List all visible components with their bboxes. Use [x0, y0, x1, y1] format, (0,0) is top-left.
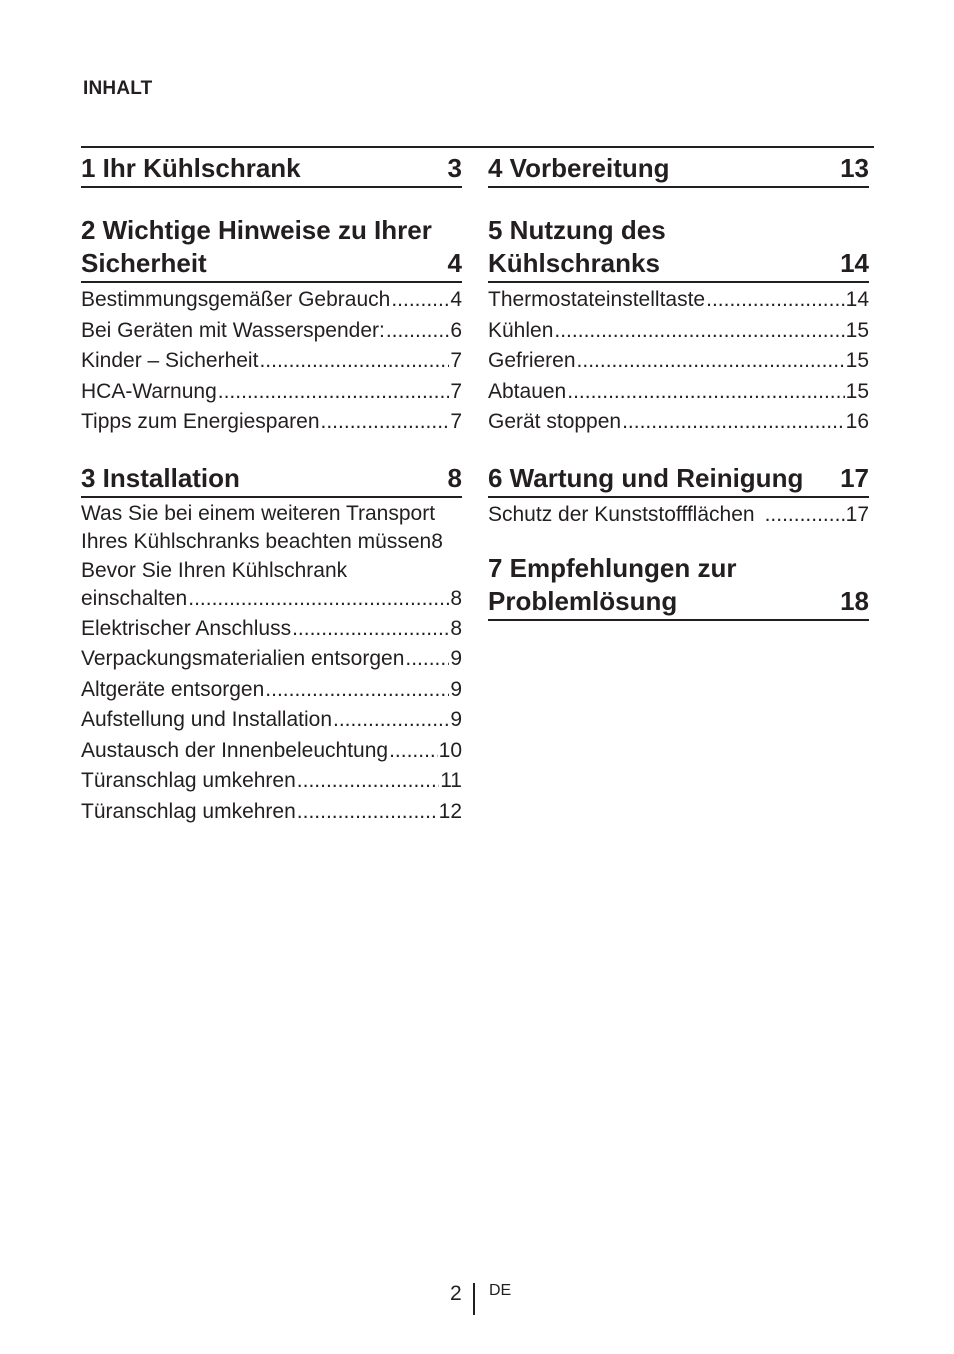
toc-entry[interactable]	[488, 346, 869, 377]
entry-label: Altgeräte entsorgen	[81, 677, 265, 701]
toc-entry[interactable]	[81, 766, 462, 797]
toc-entry[interactable]	[81, 736, 462, 767]
leader-dots	[188, 585, 449, 614]
entry-page: 8	[431, 530, 443, 553]
leader-dots	[554, 316, 844, 347]
entry-page: 17	[845, 502, 869, 526]
toc-section-heading[interactable]	[488, 462, 869, 498]
toc-section-heading[interactable]	[488, 152, 869, 188]
toc-section-heading[interactable]	[488, 552, 869, 621]
toc-entry[interactable]	[81, 316, 462, 347]
entry-label: Thermostateinstelltaste	[488, 288, 706, 311]
entry-page: 9	[450, 708, 462, 731]
toc-entry[interactable]	[81, 614, 462, 645]
toc-right-column	[488, 146, 869, 621]
entry-page: 7	[450, 349, 462, 372]
entry-label: Bei Geräten mit Wasserspender:	[81, 318, 385, 342]
toc-entry[interactable]	[488, 377, 869, 408]
entry-label: HCA-Warnung	[81, 379, 217, 403]
leader-dots	[622, 407, 845, 438]
leader-dots	[765, 500, 845, 531]
toc-entry[interactable]	[488, 316, 869, 347]
toc-entry[interactable]	[81, 346, 462, 377]
toc-entry[interactable]	[81, 705, 462, 736]
entry-page: 9	[450, 647, 462, 670]
entry-label: Bestimmungsgemäßer Gebrauch	[81, 288, 391, 311]
section-title: 7 Empfehlungen zur Problemlösung	[488, 553, 737, 616]
toc-entry[interactable]	[488, 407, 869, 438]
entry-page: 9	[450, 677, 462, 701]
entry-page: 4	[450, 288, 462, 311]
section-page: 17	[840, 462, 869, 493]
leader-dots	[567, 377, 844, 408]
section-page: 13	[840, 153, 869, 183]
toc-section-4	[488, 152, 869, 188]
entry-page: 11	[440, 769, 462, 792]
toc-entry[interactable]	[81, 675, 462, 706]
toc-section-5	[488, 214, 869, 438]
section-title: 5 Nutzung des Kühlschranks	[488, 215, 666, 278]
leader-dots	[386, 316, 449, 347]
toc-section-7	[488, 552, 869, 621]
toc-left-column	[81, 146, 462, 827]
entry-label: Gerät stoppen	[488, 410, 622, 433]
entry-label: Tipps zum Energiesparen	[81, 410, 320, 433]
leader-dots	[292, 614, 449, 645]
toc-entry[interactable]	[81, 407, 462, 438]
entry-label: Austausch der Innenbeleuchtung	[81, 738, 389, 762]
entry-page: 12	[438, 799, 462, 823]
toc-entry[interactable]	[81, 285, 462, 316]
entry-label-line1: Was Sie bei einem weiteren Transport	[81, 501, 436, 525]
section-page: 18	[840, 586, 869, 616]
entry-label: einschalten	[81, 587, 188, 610]
section-title: 3 Installation	[81, 462, 240, 493]
toc-entry[interactable]	[81, 377, 462, 408]
toc-entry[interactable]	[81, 500, 462, 557]
entry-label: Türanschlag umkehren	[81, 769, 296, 792]
entry-page: 6	[450, 318, 462, 342]
toc-section-heading[interactable]	[81, 214, 462, 283]
leader-dots	[706, 285, 845, 316]
entry-page: 14	[845, 288, 869, 311]
entry-label: Abtauen	[488, 379, 567, 403]
toc-entry[interactable]	[488, 500, 869, 531]
toc-section-6	[488, 462, 869, 531]
entry-label: Türanschlag umkehren	[81, 799, 296, 823]
toc-entry[interactable]	[81, 557, 462, 614]
entry-label: Schutz der Kunststoffflächen	[488, 502, 755, 526]
leader-dots	[259, 346, 449, 377]
entry-label: Ihres Kühlschranks beachten müssen	[81, 530, 432, 553]
leader-dots	[389, 736, 438, 767]
toc-entry[interactable]	[488, 285, 869, 316]
toc-section-3	[81, 462, 462, 828]
leader-dots	[577, 346, 845, 377]
section-page: 4	[447, 248, 462, 278]
entry-label: Kühlen	[488, 318, 554, 342]
section-title: 4 Vorbereitung	[488, 153, 670, 183]
section-title: 2 Wichtige Hinweise zu Ihrer Sicherheit	[81, 215, 432, 278]
entry-label-line1: Bevor Sie Ihren Kühlschrank	[81, 558, 348, 582]
section-page: 14	[840, 248, 869, 278]
footer-divider	[473, 1283, 475, 1315]
leader-dots	[405, 644, 449, 675]
toc-section-heading[interactable]	[81, 152, 462, 188]
leader-dots	[297, 797, 438, 828]
leader-dots	[321, 407, 450, 438]
entry-label: Gefrieren	[488, 349, 576, 372]
entry-page: 16	[845, 410, 869, 433]
leader-dots	[297, 766, 439, 797]
entry-page: 8	[450, 587, 462, 610]
entry-page: 7	[450, 379, 462, 403]
page-number: 2	[450, 1282, 462, 1305]
toc-entry[interactable]	[81, 797, 462, 828]
entry-page: 7	[450, 410, 462, 433]
section-page: 3	[447, 153, 462, 183]
language-code: DE	[489, 1282, 512, 1299]
leader-dots	[333, 705, 449, 736]
entry-label: Elektrischer Anschluss	[81, 616, 292, 640]
toc-section-1	[81, 152, 462, 188]
leader-dots	[265, 675, 449, 706]
section-page: 8	[447, 462, 462, 493]
entry-page: 15	[845, 349, 869, 372]
section-title: 6 Wartung und Reinigung	[488, 462, 804, 493]
entry-label: Verpackungsmaterialien entsorgen	[81, 647, 405, 670]
toc-section-heading[interactable]	[81, 462, 462, 498]
entry-label: Kinder – Sicherheit	[81, 349, 259, 372]
entry-label: Aufstellung und Installation	[81, 708, 333, 731]
page-title: INHALT	[83, 78, 153, 99]
entry-page: 8	[450, 616, 462, 640]
entry-page: 15	[845, 379, 869, 403]
leader-dots	[391, 285, 449, 316]
entry-page: 15	[845, 318, 869, 342]
entry-page: 10	[438, 738, 462, 762]
section-title: 1 Ihr Kühlschrank	[81, 153, 301, 183]
toc-entry[interactable]	[81, 644, 462, 675]
toc-section-2	[81, 214, 462, 438]
leader-dots	[218, 377, 450, 408]
toc-section-heading[interactable]	[488, 214, 869, 283]
